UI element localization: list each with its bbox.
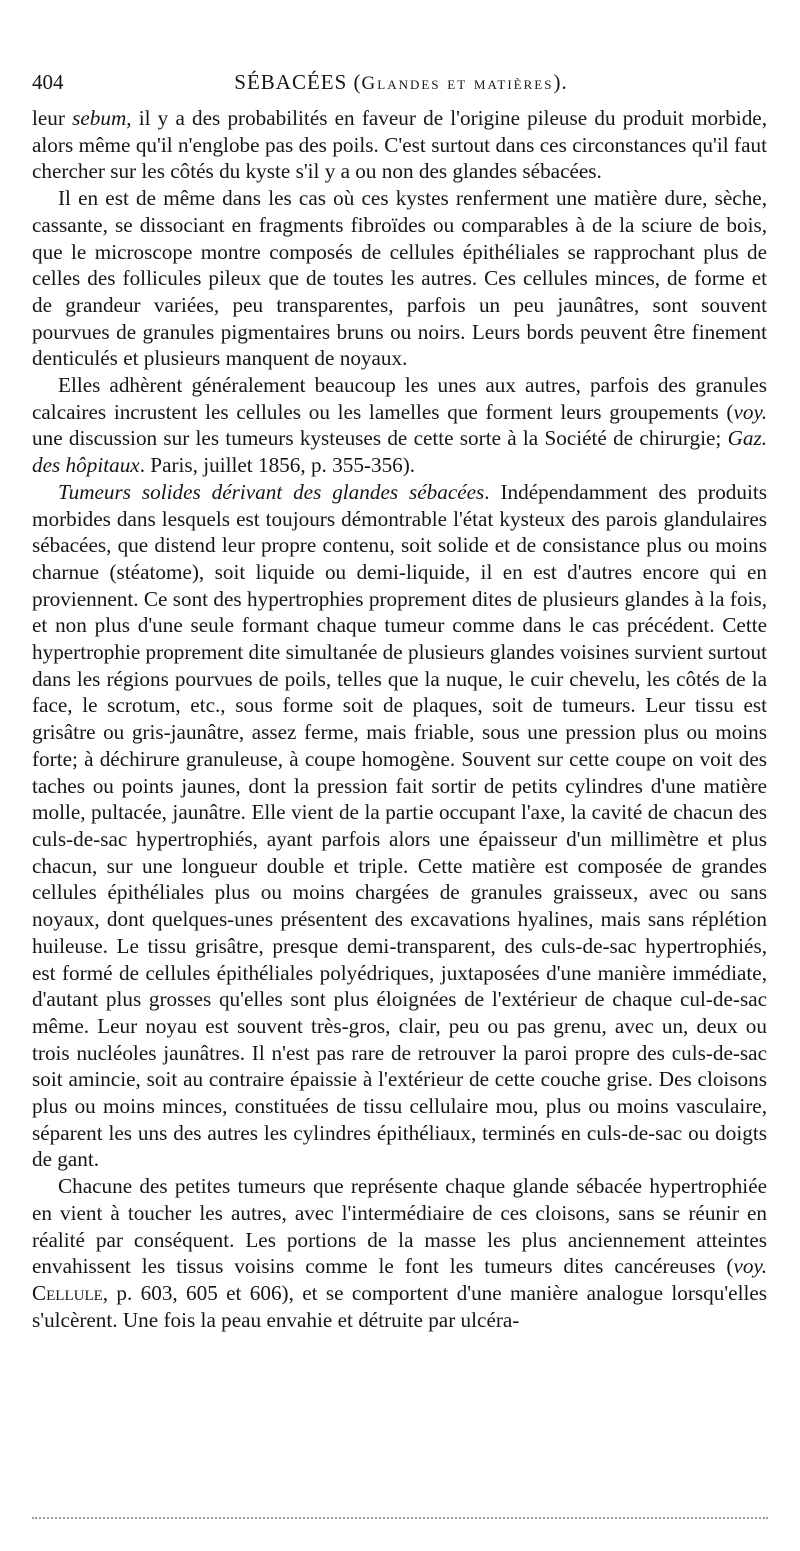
text-run: Elles adhèrent généralement beaucoup les unes aux autres, parfois des granules calcaires incrustent les cellules ou les lamelles que forment leurs groupements ( — [32, 373, 767, 424]
italic-term: voy. — [733, 399, 767, 424]
running-head-main: SÉBACÉES ( — [234, 70, 362, 94]
text-run: leur — [32, 106, 73, 130]
paragraph-1 — [32, 105, 767, 185]
text-run: Il en est de même dans les cas où ces kystes renferment une matière dure, sèche, cassante, se dissociant en fragments fibroïdes ou comparables à de la sciure de bois, que le microscope montre composés de cellules épithéliales se rapprochant plus de celles des follicules pileux que de toutes les autres. Ces cellules minces, de forme et de grandeur variées, peu transparentes, parfois un peu jaunâtres, sont souvent pourvues de granules pigmentaires bruns ou noirs. Leurs bords peuvent être finement denticulés et plusieurs manquent de noyaux. — [32, 186, 767, 371]
text-run: . Paris, juillet 1856, p. 355-356). — [139, 453, 416, 478]
paragraph-3 — [32, 372, 767, 479]
bottom-dotted-rule — [32, 1517, 768, 1519]
section-heading-inline: Tumeurs solides dérivant des glandes sébacées — [58, 479, 485, 504]
smallcaps-reference: Cellule — [32, 1280, 103, 1305]
running-head-smallcaps: Glandes et matières — [361, 73, 554, 94]
text-run: . Indépendamment des produits morbides dans lesquels est toujours démontrable l'état kysteux des parois glandulaires sébacées, que distend leur propre contenu, soit solide et de consistance plus ou moins charnue (stéatome), soit liquide ou demi-liquide, il en est d'autres encore qui en proviennent. Ce sont des hypertrophies proprement dites de plusieurs glandes à la fois, et non plus d'une seule formant chaque tumeur comme dans le cas précédent. Cette hypertrophie proprement dite simultanée de plusieurs glandes voisines survient surtout dans les régions pourvues de poils, telles que la nuque, le cuir chevelu, les côtés de la face, le scrotum, etc., sous forme soit de plaques, soit de tumeurs. Leur tissu est grisâtre ou gris-jaunâtre, assez ferme, mais friable, sous une pression plus ou moins forte; à déchirure granuleuse, à coupe homogène. Souvent sur cette coupe on voit des taches ou points jaunes, dont la pression fait sortir de petits cylindres d'une matière molle, pultacée, jaunâtre. Elle vient de la partie occupant l'axe, la cavité de chacun des culs-de-sac hypertrophiés, ayant parfois alors une épaisseur d'un millimètre et plus chacun, sur une longueur double et triple. Cette matière est composée de grandes cellules épithéliales plus ou moins chargées de granules graisseux, avec ou sans noyaux, dont quelques-unes présentent des excavations hyalines, mais sans réplétion huileuse. Le tissu grisâtre, presque demi-transparent, des culs-de-sac hypertrophiés, est formé de cellules épithéliales polyédriques, juxtaposées d'une manière immédiate, d'autant plus grosses qu'elles sont plus éloignées de l'extérieur de chaque cul-de-sac même. Leur noyau est souvent très-gros, clair, peu ou pas grenu, avec un, deux ou trois nucléoles jaunâtres. Il n'est pas rare de retrouver la paroi propre des culs-de-sac soit amincie, soit au contraire épaissie à l'extérieur de cette couche grise. Des cloisons plus ou moins minces, constituées de tissu cellulaire mou, plus ou moins vasculaire, séparent les uns des autres les cylindres épithéliaux, terminés en culs-de-sac ou doigts de gant. — [32, 479, 767, 1172]
text-run: Chacune des petites tumeurs que représente chaque glande sébacée hypertrophiée en vient à toucher les autres, avec l'intermédiaire de ces cloisons, sans se réunir en réalité par conséquent. Les portions de la masse les plus anciennement atteintes envahissent les tissus voisins comme le font les tumeurs dites cancéreuses ( — [32, 1174, 767, 1279]
paragraph-2 — [32, 185, 767, 372]
running-head-end: ). — [553, 70, 568, 94]
italic-term: sebum — [72, 106, 127, 130]
paragraph-4 — [32, 479, 767, 1173]
text-run: , p. 603, 605 et 606), et se comportent d'une manière analogue lorsqu'elles s'ulcèrent. Une fois la peau envahie et détruite par ulcéra- — [32, 1280, 767, 1332]
page-header — [32, 70, 770, 98]
italic-term: voy. — [733, 1254, 767, 1279]
paragraph-5 — [32, 1173, 767, 1333]
text-run: , il y a des probabilités en faveur de l'origine pileuse du produit morbide, alors même qu'il n'englobe pas des poils. C'est surtout dans ces circonstances qu'il faut chercher sur les côtés du kyste s'il y a ou non des glandes sébacées. — [32, 106, 767, 184]
italic-citation: Gaz. des hôpitaux — [32, 426, 767, 478]
body-text — [32, 105, 767, 1333]
page-number: 404 — [32, 70, 64, 94]
text-run: une discussion sur les tumeurs kysteuses de cette sorte à la Société de chirurgie; — [32, 426, 728, 451]
running-head — [32, 70, 770, 95]
